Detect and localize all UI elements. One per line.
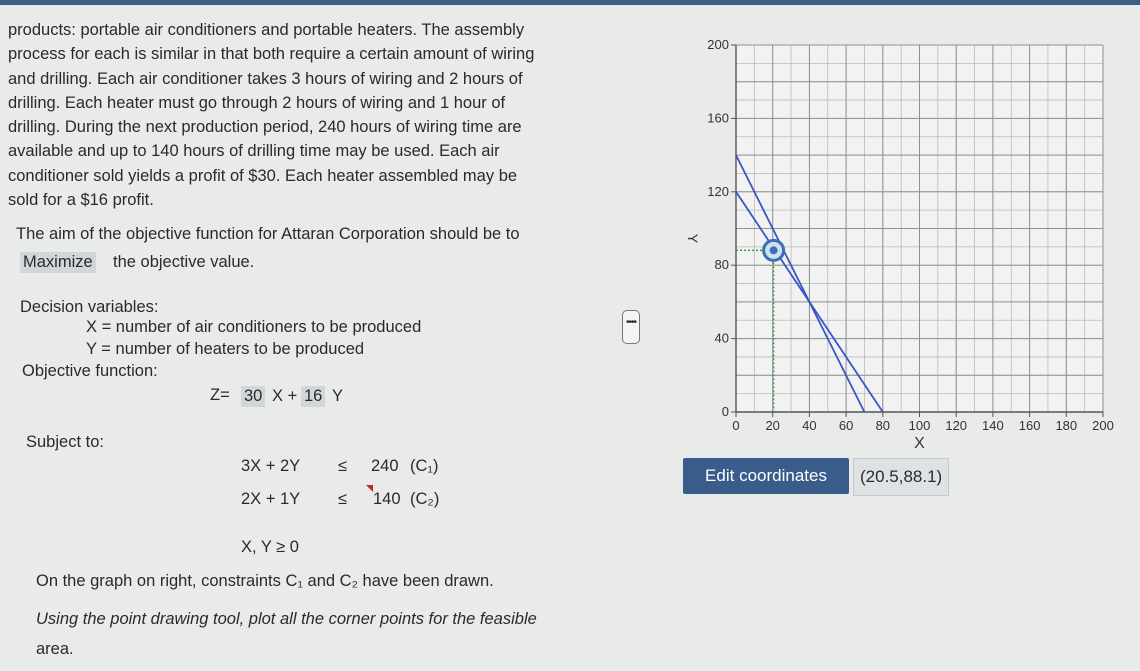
instruction-line-1: Using the point drawing tool, plot all the corner points for the feasible xyxy=(36,610,537,628)
y-tick-label: 200 xyxy=(707,37,729,52)
error-marker-icon xyxy=(366,485,373,492)
c2-rhs: 140 xyxy=(373,490,401,508)
y-tick-label: 40 xyxy=(714,330,729,346)
var-y-definition: Y = number of heaters to be produced xyxy=(86,340,365,358)
decision-heading: Decision variables: xyxy=(20,298,159,316)
c1-name: (C₁) xyxy=(410,457,439,475)
panel-toggle-button[interactable] xyxy=(622,310,640,344)
more-dots-icon: •••• xyxy=(625,317,636,328)
z-label: Z= xyxy=(210,386,230,404)
nonnegativity: X, Y ≥ 0 xyxy=(241,538,299,556)
x-tick-label: 80 xyxy=(875,418,891,433)
var-x-definition: X = number of air conditioners to be produced xyxy=(86,318,422,336)
x-tick-label: 120 xyxy=(945,418,968,433)
x-tick-label: 200 xyxy=(1092,418,1114,433)
x-tick-label: 140 xyxy=(982,418,1004,433)
instruction-line-2: area. xyxy=(36,640,74,658)
c1-operator: ≤ xyxy=(338,457,348,475)
problem-line: drilling. Each heater must go through 2 hours of wiring and 1 hour of xyxy=(8,93,506,112)
problem-line: drilling. During the next production period, 240 hours of wiring time are xyxy=(8,118,522,137)
y-tick-label: 120 xyxy=(707,183,729,199)
x-tick-label: 160 xyxy=(1018,418,1041,433)
z-coef-x-input[interactable]: 30 xyxy=(241,386,265,407)
x-axis-label: X xyxy=(914,435,925,452)
problem-line: available and up to 140 hours of drilling time may be used. Each air xyxy=(8,142,500,161)
y-axis-label: Y xyxy=(685,233,701,244)
c2-lhs: 2X + 1Y xyxy=(241,490,301,508)
plotted-point-center xyxy=(770,246,778,254)
problem-line: and drilling. Each air conditioner takes 3 hours of wiring and 2 hours of xyxy=(8,69,523,88)
z-x-term: X + xyxy=(272,387,298,405)
x-tick-label: 180 xyxy=(1055,418,1078,433)
c2-name: (C₂) xyxy=(410,490,440,508)
graph-area[interactable] xyxy=(670,20,1135,460)
note-text: On the graph on right, constraints C₁ and C₂ have been drawn. xyxy=(36,572,494,590)
aim-text: The aim of the objective function for Attaran Corporation should be to xyxy=(16,225,520,243)
y-tick-label: 80 xyxy=(714,257,729,273)
y-tick-label: 160 xyxy=(707,110,729,126)
x-tick-label: 60 xyxy=(838,418,854,433)
problem-line: process for each is similar in that both require a certain amount of wiring xyxy=(8,45,535,64)
x-tick-label: 100 xyxy=(908,418,931,433)
problem-line: products: portable air conditioners and portable heaters. The assembly xyxy=(8,21,525,39)
x-tick-label: 20 xyxy=(765,418,780,433)
c1-rhs: 240 xyxy=(371,457,399,475)
problem-text xyxy=(8,18,593,212)
z-y-term: Y xyxy=(332,387,344,405)
z-coef-y-input[interactable]: 16 xyxy=(301,386,325,407)
problem-line: sold for a $16 profit. xyxy=(8,191,154,210)
subject-to: Subject to: xyxy=(26,433,104,451)
x-tick-label: 40 xyxy=(802,418,817,433)
y-tick-label: 0 xyxy=(721,404,729,419)
edit-coordinates-button[interactable]: Edit coordinates xyxy=(683,458,849,494)
aim-suffix: the objective value. xyxy=(113,253,255,271)
aim-answer-dropdown[interactable]: Maximize xyxy=(20,252,96,273)
c2-operator: ≤ xyxy=(338,490,348,508)
problem-line: conditioner sold yields a profit of $30. Each heater assembled may be xyxy=(8,166,518,185)
c1-lhs: 3X + 2Y xyxy=(241,457,301,475)
x-tick-label: 0 xyxy=(732,418,740,433)
coordinates-readout: (20.5,88.1) xyxy=(853,458,949,496)
objective-heading: Objective function: xyxy=(22,362,158,380)
top-bar xyxy=(0,0,1140,5)
